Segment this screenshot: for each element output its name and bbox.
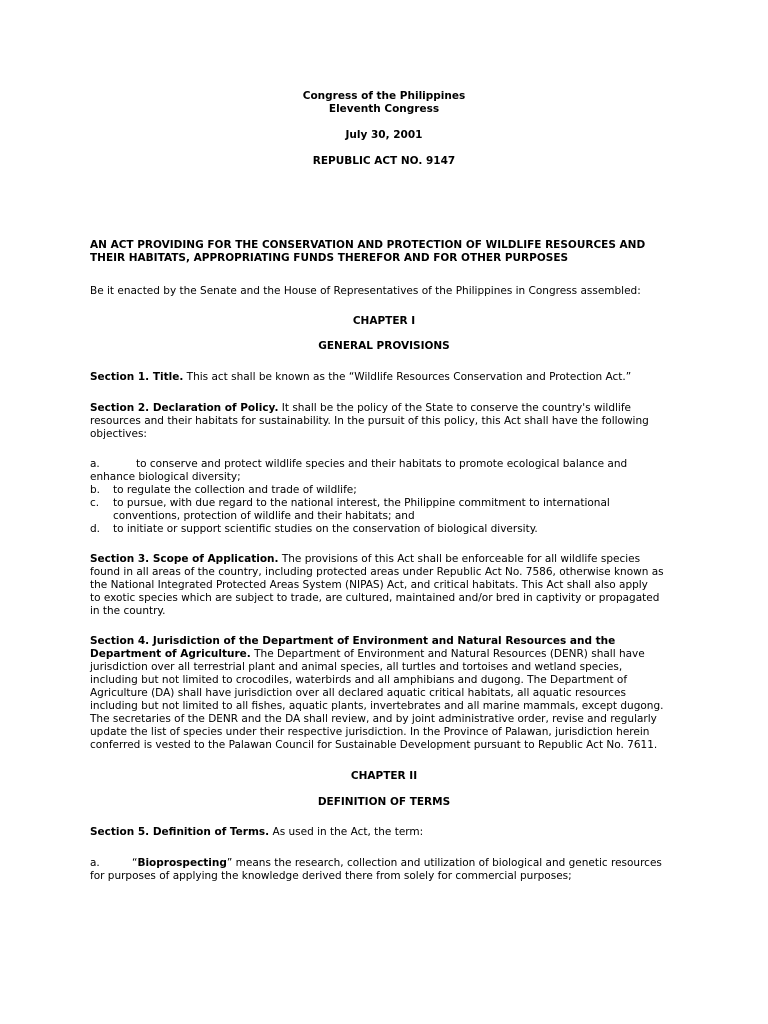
section-5-text: As used in the Act, the term: (269, 826, 424, 838)
section-2-item-d (90, 523, 673, 536)
section-5 (90, 826, 690, 839)
item-c-text: to pursue, with due regard to the national interest, the Philippine commitment to international (113, 497, 610, 509)
section-4-heading-line-1: Section 4. Jurisdiction of the Department of Environment and Natural Resources and the (90, 635, 616, 647)
section-2-item-a (90, 458, 690, 471)
section-5-item-a-text: ” means the research, collection and utilization of biological and genetic resources (226, 857, 662, 869)
date-line: July 30, 2001 (345, 129, 423, 141)
section-4-text: The Department of Environment and Natural Resources (DENR) shall have (250, 648, 645, 660)
enacting-clause: Be it enacted by the Senate and the House of Representatives of the Philippines in Congress assembled: (90, 285, 641, 297)
section-4-line-4: including but not limited to crocodiles, waterbirds and all amphibians and dugong. The Department of (90, 674, 628, 686)
section-5-item-a-open-quote: “ (132, 857, 138, 869)
act-title-line-1: AN ACT PROVIDING FOR THE CONSERVATION AND PROTECTION OF WILDLIFE RESOURCES AND (90, 239, 646, 251)
section-5-item-a-marker: a. (90, 857, 100, 869)
section-2-item-b (90, 484, 673, 497)
section-2-line-1 (90, 402, 690, 415)
section-1-heading: Section 1. Title. (90, 371, 184, 383)
section-2-line-3: objectives: (90, 428, 147, 440)
section-4-line-5: Agriculture (DA) shall have jurisdiction over all declared aquatic critical habitats, all aquatic resources (90, 687, 626, 699)
section-5-heading: Section 5. Definition of Terms. (90, 826, 270, 838)
item-d-text: to initiate or support scientific studies on the conservation of biological diversity. (113, 523, 538, 535)
section-2-text: It shall be the policy of the State to conserve the country's wildlife (278, 402, 631, 414)
section-3-line-3: the National Integrated Protected Areas System (NIPAS) Act, and critical habitats. This Act shall also apply (90, 579, 648, 591)
chapter-1-label: CHAPTER I (352, 315, 416, 327)
section-4-line-7: The secretaries of the DENR and the DA shall review, and by joint administrative order, revise and regularly (90, 713, 657, 725)
section-5-item-a (90, 857, 690, 870)
item-b-text: to regulate the collection and trade of wildlife; (113, 484, 357, 496)
section-3-text: The provisions of this Act shall be enforceable for all wildlife species (278, 553, 641, 565)
item-b-marker: b. (90, 484, 101, 496)
section-4-heading-line-2: Department of Agriculture. (90, 648, 251, 660)
section-5-item-a-line-2: for purposes of applying the knowledge derived there from solely for commercial purposes; (90, 870, 572, 882)
chapter-2-label: CHAPTER II (350, 770, 418, 782)
congress-line: Congress of the Philippines (302, 90, 466, 102)
term-bioprospecting: Bioprospecting (137, 857, 227, 869)
section-3-line-4: to exotic species which are subject to trade, are cultured, maintained and/or bred in captivity or propagated (90, 592, 660, 604)
session-line: Eleventh Congress (328, 103, 440, 115)
section-4-line-2 (90, 648, 690, 661)
item-d-marker: d. (90, 523, 101, 535)
section-1 (90, 371, 690, 384)
chapter-2-title: DEFINITION OF TERMS (317, 796, 451, 808)
section-1-text: This act shall be known as the “Wildlife Resources Conservation and Protection Act.” (183, 371, 632, 383)
item-a-text: to conserve and protect wildlife species and their habitats to promote ecological balance and (136, 458, 628, 470)
section-2-item-c-line-2: conventions, protection of wildlife and their habitats; and (113, 510, 415, 522)
section-3-line-2: found in all areas of the country, including protected areas under Republic Act No. 7586, otherwise known as (90, 566, 664, 578)
section-4-line-3: jurisdiction over all terrestrial plant and animal species, all turtles and tortoises and wetland species, (90, 661, 623, 673)
section-3-line-5: in the country. (90, 605, 166, 617)
act-number: REPUBLIC ACT NO. 9147 (312, 155, 456, 167)
chapter-1-title: GENERAL PROVISIONS (318, 340, 450, 352)
section-4-line-6: including but not limited to all fishes, aquatic plants, invertebrates and all marine mammals, except dugong. (90, 700, 664, 712)
section-4-line-9: conferred is vested to the Palawan Council for Sustainable Development pursuant to Republic Act No. 7611. (90, 739, 658, 751)
section-2-line-2: resources and their habitats for sustainability. In the pursuit of this policy, this Act shall have the following (90, 415, 649, 427)
act-title-line-2: THEIR HABITATS, APPROPRIATING FUNDS THEREFOR AND FOR OTHER PURPOSES (90, 252, 569, 264)
item-a-marker: a. (90, 458, 100, 470)
section-3-line-1 (90, 553, 690, 566)
section-3-heading: Section 3. Scope of Application. (90, 553, 279, 565)
section-4-line-8: update the list of species under their respective jurisdiction. In the Province of Palawan, jurisdiction herein (90, 726, 650, 738)
section-2-item-c (90, 497, 673, 510)
item-c-marker: c. (90, 497, 100, 509)
section-2-heading: Section 2. Declaration of Policy. (90, 402, 279, 414)
section-2-item-a-line-2: enhance biological diversity; (90, 471, 241, 483)
